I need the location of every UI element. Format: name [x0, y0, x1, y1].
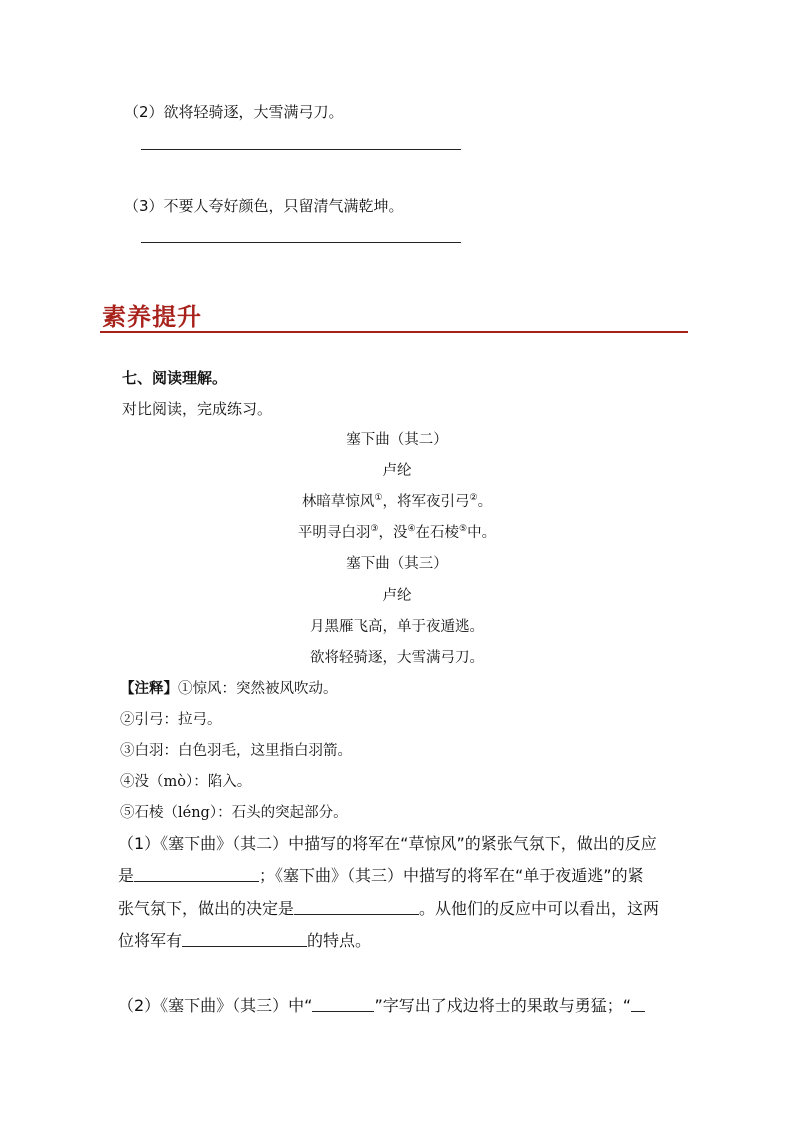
section-divider [100, 331, 688, 333]
poem2-line-2: 欲将轻骑逐，大雪满弓刀。 [310, 650, 484, 666]
question-2-text: （2）欲将轻骑逐，大雪满弓刀。 [124, 103, 344, 121]
question-heading: 七、阅读理解。 [122, 369, 228, 387]
poem1-line-1: 林暗草惊风①，将军夜引弓②。 [301, 493, 493, 510]
poem2-title: 塞下曲（其三） [346, 556, 448, 572]
note-4: ④没（mò）：陷入。 [120, 774, 252, 790]
answer-line-q2 [141, 149, 461, 150]
q2-blank-1[interactable] [312, 996, 374, 1012]
q1-line-1: （1）《塞下曲》（其二）中描写的将军在“草惊风”的紧张气氛下，做出的反应 [118, 834, 657, 853]
q1-line-3: 张气氛下，做出的决定是 。从他们的反应中可以看出，这两 [118, 899, 660, 918]
poem2-author: 卢纶 [382, 588, 412, 604]
answer-line-q3 [141, 242, 461, 243]
q1-line-4: 位将军有 的特点。 [118, 931, 372, 950]
section-title: 素养提升 [102, 302, 202, 331]
note-3: ③白羽：白色羽毛，这里指白羽箭。 [120, 743, 352, 759]
poem2-line-1: 月黑雁飞高，单于夜遁逃。 [310, 619, 484, 635]
question-3-text: （3）不要人夸好颜色，只留清气满乾坤。 [124, 197, 404, 215]
q2-blank-2[interactable] [631, 996, 645, 1012]
q1-line-2: 是 ；《塞下曲》（其三）中描写的将军在“单于夜遁逃”的紧 [118, 866, 644, 885]
q2-line-1: （2）《塞下曲》（其三）中“ ”字写出了戍边将士的果敢与勇猛；“ [118, 996, 645, 1016]
poem1-author: 卢纶 [382, 463, 412, 479]
q1-blank-1[interactable] [134, 866, 259, 882]
note-5: ⑤石棱（léng）：石头的突起部分。 [120, 805, 348, 821]
poem1-line-2: 平明寻白羽③，没④在石棱⑤中。 [297, 524, 497, 541]
note-1: 【注释】①惊风：突然被风吹动。 [120, 681, 338, 697]
q1-blank-2[interactable] [294, 899, 419, 915]
note-2: ②引弓：拉弓。 [120, 712, 222, 728]
q1-blank-3[interactable] [182, 931, 307, 947]
poem1-title: 塞下曲（其二） [346, 432, 448, 448]
instruction-text: 对比阅读，完成练习。 [122, 400, 273, 418]
